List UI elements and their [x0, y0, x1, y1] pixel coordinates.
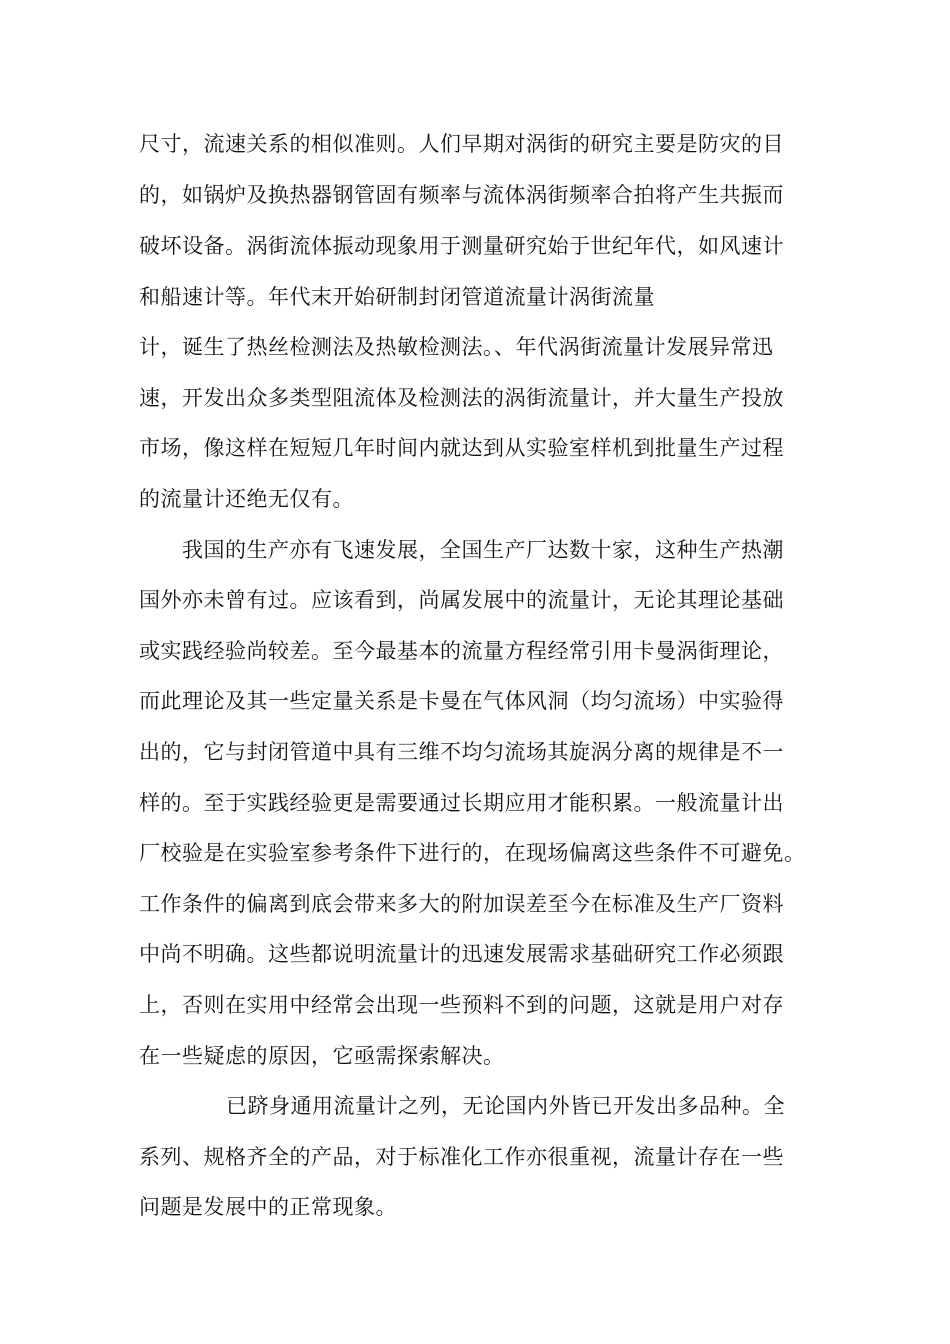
- text-line: 厂校验是在实验室参考条件下进行的，在现场偏离这些条件不可避免。: [139, 841, 806, 865]
- text-line: 出的，它与封闭管道中具有三维不均匀流场其旋涡分离的规律是不一: [139, 740, 784, 764]
- text-line: 或实践经验尚较差。至今最基本的流量方程经常引用卡曼涡街理论，: [139, 639, 784, 663]
- text-line: 系列、规格齐全的产品，对于标准化工作亦很重视，流量计存在一些: [139, 1145, 784, 1169]
- text-line: 而此理论及其一些定量关系是卡曼在气体风洞（均匀流场）中实验得: [139, 689, 784, 713]
- text-line: 市场，像这样在短短几年时间内就达到从实验室样机到批量生产过程: [139, 436, 784, 460]
- text-line: 上，否则在实用中经常会出现一些预料不到的问题，这就是用户对存: [139, 993, 784, 1017]
- text-line: 工作条件的偏离到底会带来多大的附加误差至今在标准及生产厂资料: [139, 892, 784, 916]
- text-line: 尺寸，流速关系的相似准则。人们早期对涡街的研究主要是防灾的目: [139, 132, 784, 156]
- text-line: 计，诞生了热丝检测法及热敏检测法。、年代涡街流量计发展异常迅: [139, 335, 774, 359]
- text-line: 样的。至于实践经验更是需要通过长期应用才能积累。一般流量计出: [139, 791, 784, 815]
- text-line: 破坏设备。涡街流体振动现象用于测量研究始于世纪年代，如风速计: [139, 234, 784, 258]
- text-line: 和船速计等。年代末开始研制封闭管道流量计涡街流量: [139, 285, 655, 309]
- text-line: 速，开发出众多类型阻流体及检测法的涡街流量计，并大量生产投放: [139, 386, 784, 410]
- text-line: 国外亦未曾有过。应该看到，尚属发展中的流量计，无论其理论基础: [139, 588, 784, 612]
- text-line: 在一些疑虑的原因，它亟需探索解决。: [139, 1044, 505, 1068]
- text-line: 的流量计还绝无仅有。: [139, 487, 354, 511]
- text-line: 问题是发展中的正常现象。: [139, 1195, 397, 1219]
- text-line: 已跻身通用流量计之列，无论国内外皆已开发出多品种。全: [226, 1094, 785, 1118]
- text-line: 的，如锅炉及换热器钢管固有频率与流体涡街频率合拍将产生共振而: [139, 183, 784, 207]
- text-line: 我国的生产亦有飞速发展，全国生产厂达数十家，这种生产热潮: [182, 538, 784, 562]
- text-line: 中尚不明确。这些都说明流量计的迅速发展需求基础研究工作必须跟: [139, 942, 784, 966]
